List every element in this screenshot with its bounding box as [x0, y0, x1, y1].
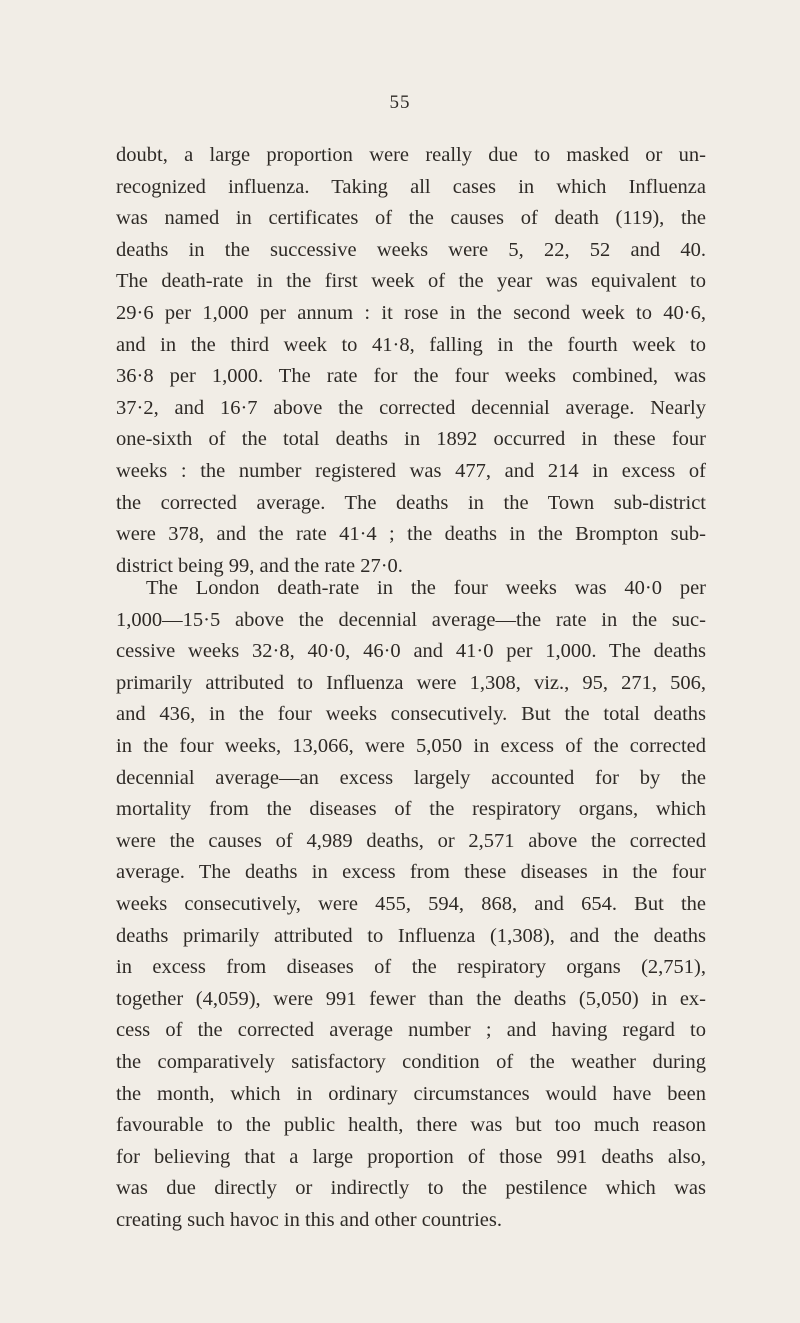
text-line: average. The deaths in excess from these diseases in the four	[116, 861, 706, 884]
text-line: The London death-rate in the four weeks was 40·0 per	[146, 577, 706, 599]
paragraph	[116, 140, 706, 582]
text-line: together (4,059), were 991 fewer than the deaths (5,050) in ex-	[116, 987, 706, 1010]
text-line: 37·2, and 16·7 above the corrected decennial average. Nearly	[116, 396, 706, 419]
text-line: 1,000—15·5 above the decennial average—the rate in the suc-	[116, 608, 706, 631]
text-line: the comparatively satisfactory condition of the weather during	[116, 1050, 706, 1073]
text-line: the month, which in ordinary circumstances would have been	[116, 1082, 706, 1105]
text-line: were 378, and the rate 41·4 ; the deaths in the Brompton sub-	[116, 523, 706, 546]
text-line: 36·8 per 1,000. The rate for the four weeks combined, was	[116, 365, 706, 388]
text-line: one-sixth of the total deaths in 1892 occurred in these four	[116, 428, 706, 451]
text-line: decennial average—an excess largely accounted for by the	[116, 766, 706, 789]
paragraph	[116, 573, 706, 1236]
text-line: the corrected average. The deaths in the Town sub-district	[116, 491, 706, 514]
text-line: weeks : the number registered was 477, and 214 in excess of	[116, 459, 706, 482]
text-line: in excess from diseases of the respiratory organs (2,751),	[116, 956, 706, 979]
text-line: creating such havoc in this and other countries.	[116, 1208, 502, 1231]
text-line: weeks consecutively, were 455, 594, 868, and 654. But the	[116, 892, 706, 915]
text-line: mortality from the diseases of the respiratory organs, which	[116, 798, 706, 821]
text-line: and in the third week to 41·8, falling in the fourth week to	[116, 333, 706, 356]
text-line: district being 99, and the rate 27·0.	[116, 554, 403, 577]
text-line: for believing that a large proportion of those 991 deaths also,	[116, 1145, 706, 1168]
text-line: The death-rate in the first week of the year was equivalent to	[116, 270, 706, 293]
text-line: 29·6 per 1,000 per annum : it rose in the second week to 40·6,	[116, 301, 706, 324]
text-line: were the causes of 4,989 deaths, or 2,571 above the corrected	[116, 829, 706, 852]
text-line: and 436, in the four weeks consecutively. But the total deaths	[116, 703, 706, 726]
text-line: was named in certificates of the causes of death (119), the	[116, 207, 706, 230]
text-line: primarily attributed to Influenza were 1,308, viz., 95, 271, 506,	[116, 671, 706, 694]
page-number: 55	[389, 92, 411, 113]
text-line: favourable to the public health, there was but too much reason	[116, 1114, 706, 1137]
text-line: doubt, a large proportion were really due to masked or un-	[116, 144, 706, 166]
text-line: was due directly or indirectly to the pestilence which was	[116, 1177, 706, 1200]
text-line: in the four weeks, 13,066, were 5,050 in excess of the corrected	[116, 734, 706, 757]
text-line: cessive weeks 32·8, 40·0, 46·0 and 41·0 per 1,000. The deaths	[116, 640, 706, 663]
text-line: recognized influenza. Taking all cases in which Influenza	[116, 175, 706, 198]
text-line: cess of the corrected average number ; and having regard to	[116, 1019, 706, 1042]
text-line: deaths in the successive weeks were 5, 22, 52 and 40.	[116, 238, 706, 261]
text-line: deaths primarily attributed to Influenza (1,308), and the deaths	[116, 924, 706, 947]
